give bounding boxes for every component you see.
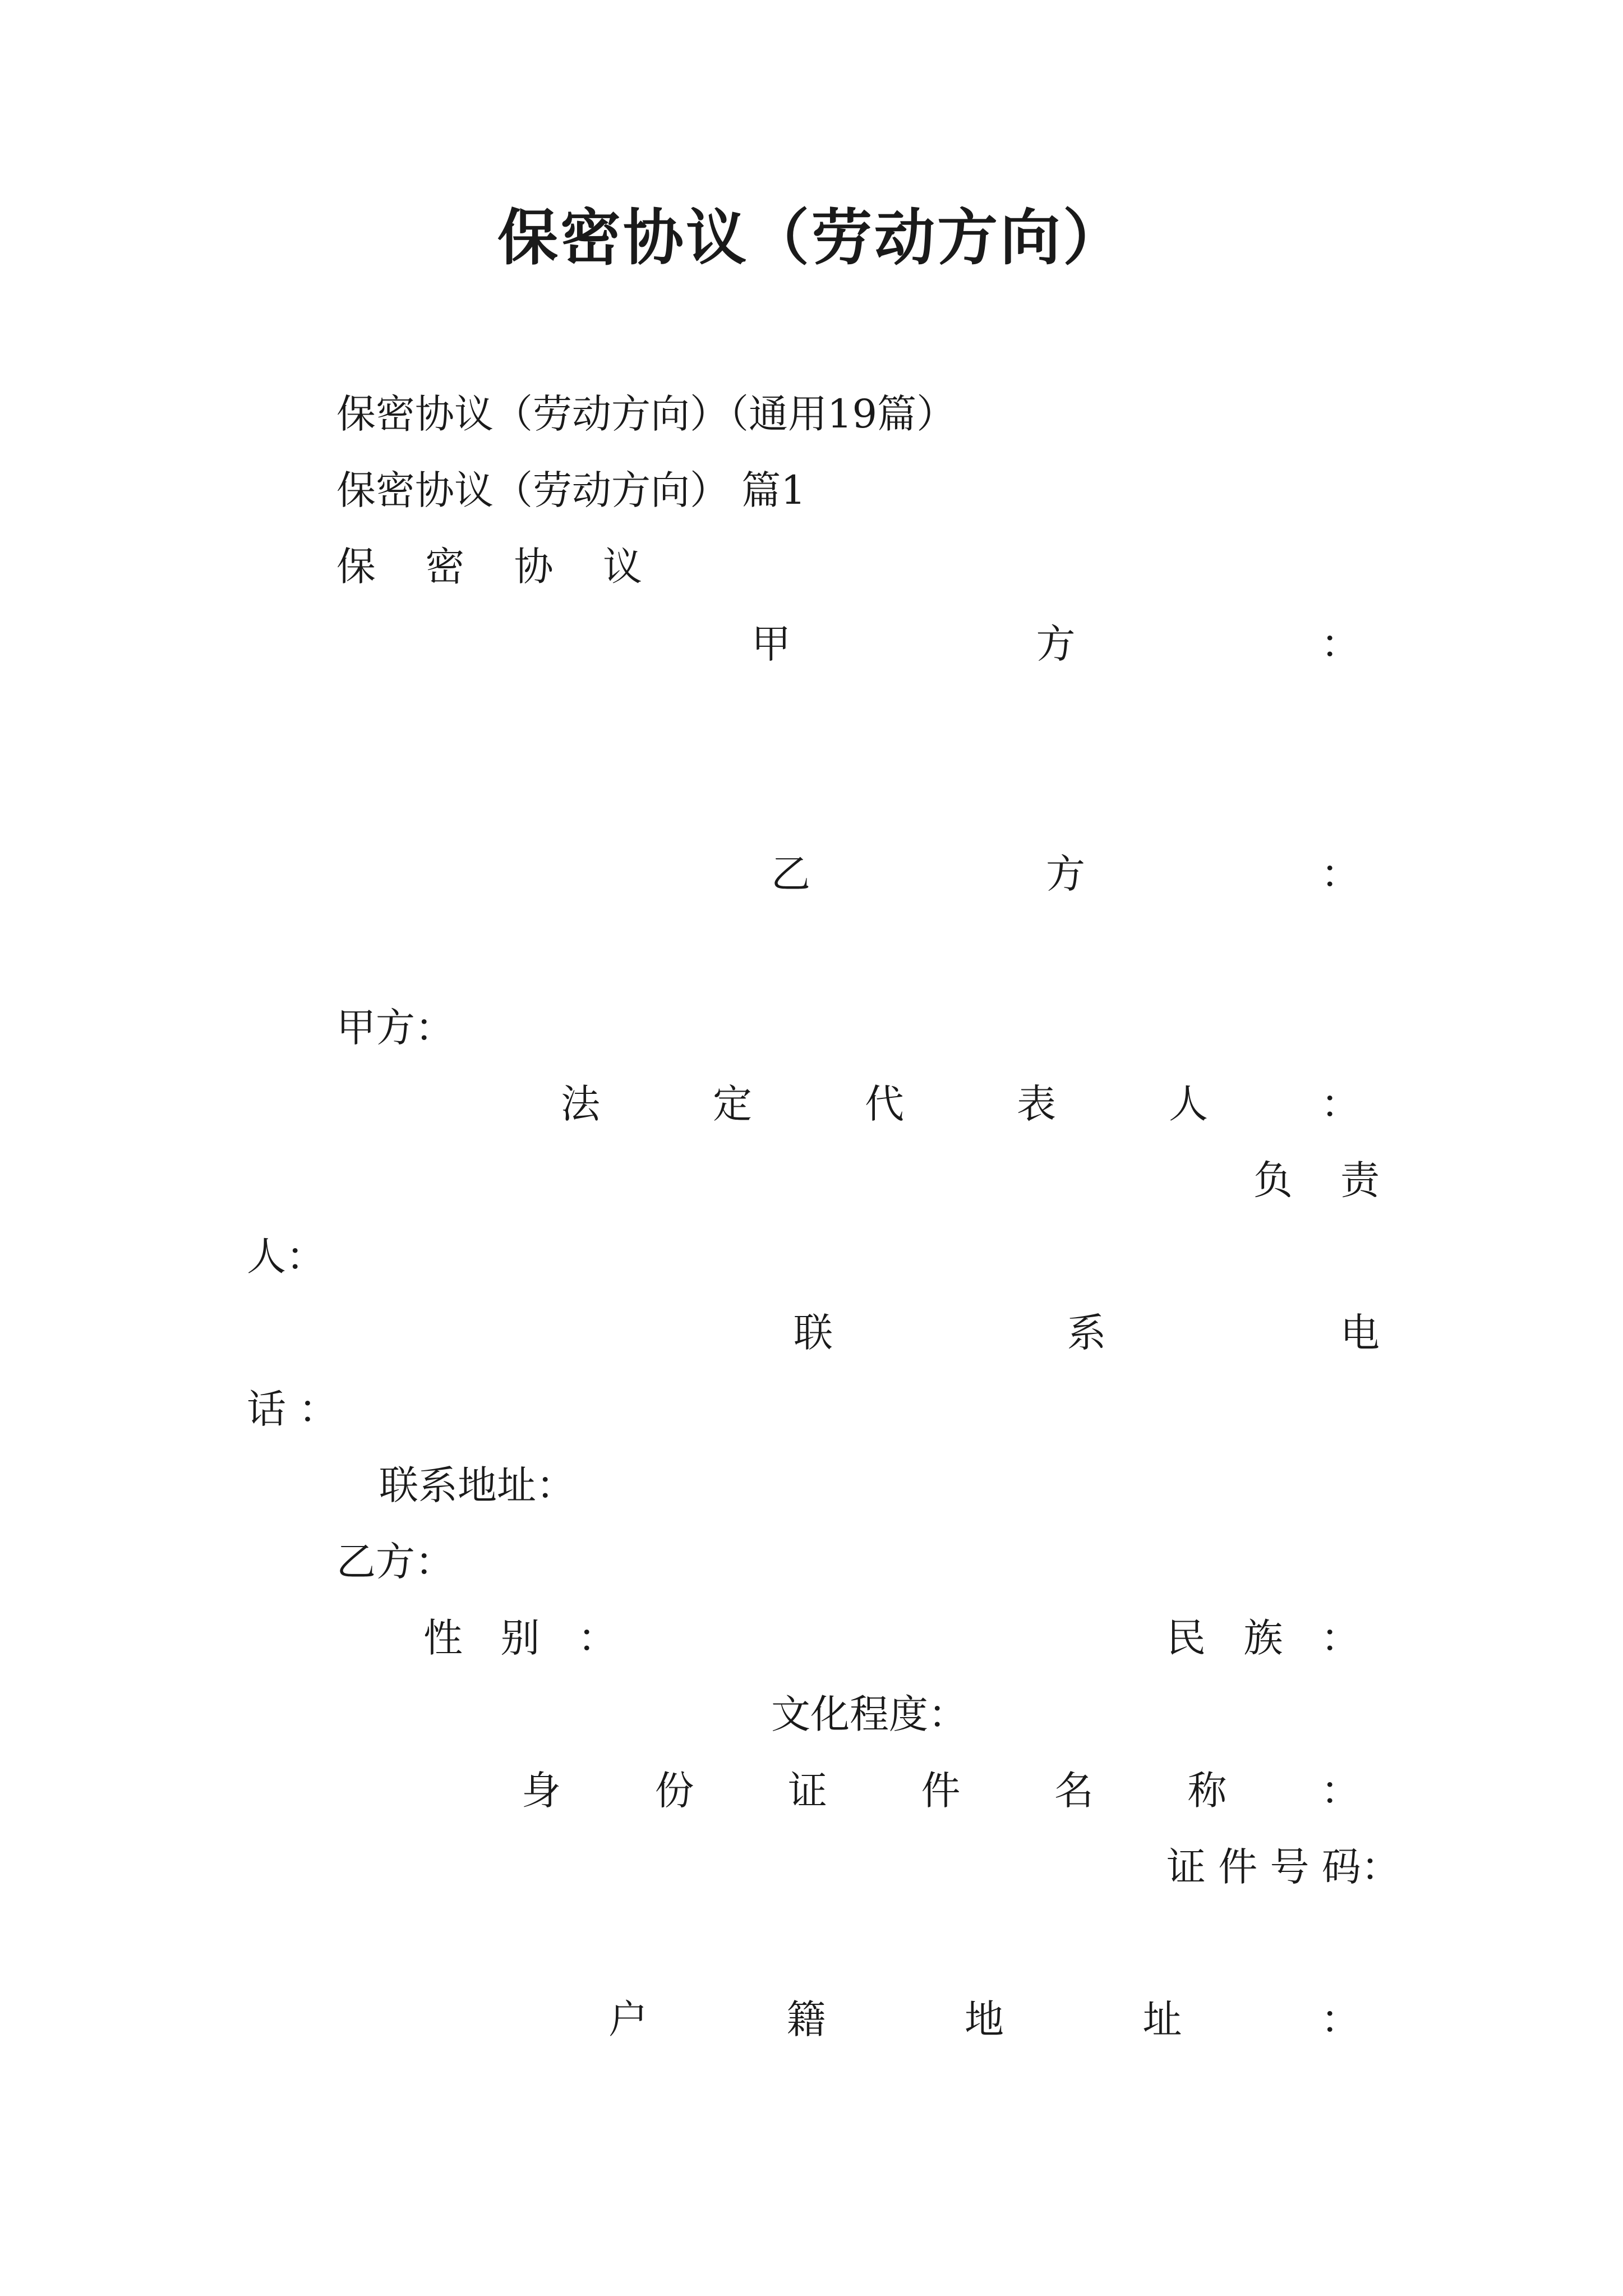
section-heading: 保密协议（劳动方向） 篇1 <box>336 467 806 513</box>
party-b-line <box>771 846 1360 902</box>
responsible-person-bottom: 人： <box>247 1234 325 1280</box>
gender-char: 性 <box>423 1615 463 1661</box>
legal-representative-line <box>561 1076 1360 1132</box>
legal-rep-char: 法 <box>561 1081 600 1127</box>
party-a-colon: ： <box>1321 621 1360 667</box>
agreement-char: 议 <box>602 544 642 590</box>
gender-char: 别 <box>500 1615 540 1661</box>
gender-label <box>423 1610 617 1666</box>
household-char: 籍 <box>786 1996 826 2042</box>
contact-phone-bottom: 话 ： <box>247 1386 338 1432</box>
party-a-heading: 甲方： <box>336 1005 454 1051</box>
household-char: 址 <box>1142 1996 1182 2042</box>
agreement-char: 保 <box>336 544 376 590</box>
legal-rep-colon: ： <box>1321 1081 1360 1127</box>
id-name-char: 件 <box>921 1768 961 1814</box>
education-level: 文化程度： <box>771 1691 967 1737</box>
ethnicity-char: 族 <box>1243 1615 1283 1661</box>
contact-phone-char: 系 <box>1067 1310 1106 1356</box>
id-document-name <box>522 1763 1360 1819</box>
ethnicity-colon: ： <box>1321 1615 1360 1661</box>
id-name-char: 证 <box>788 1768 827 1814</box>
household-address <box>608 1991 1360 2047</box>
contact-address: 联系地址： <box>379 1462 575 1508</box>
id-name-char: 份 <box>654 1768 694 1814</box>
document-title: 保密协议（劳动方向） <box>497 203 1126 273</box>
party-a-char: 甲 <box>751 621 791 667</box>
id-name-char: 名 <box>1054 1768 1094 1814</box>
legal-rep-char: 定 <box>713 1081 752 1127</box>
responsible-char: 责 <box>1340 1157 1380 1203</box>
id-name-char: 称 <box>1187 1768 1227 1814</box>
id-number: 证 件 号 码： <box>1166 1844 1400 1890</box>
agreement-label <box>336 539 642 595</box>
id-name-colon: ： <box>1321 1768 1360 1814</box>
contact-phone-top <box>794 1305 1380 1361</box>
party-b-colon: ： <box>1321 851 1360 897</box>
household-char: 地 <box>965 1996 1004 2042</box>
gender-colon: ： <box>578 1615 617 1661</box>
legal-rep-char: 表 <box>1017 1081 1056 1127</box>
party-a-char: 方 <box>1036 621 1076 667</box>
agreement-char: 协 <box>514 544 554 590</box>
responsible-person-top <box>1253 1152 1380 1208</box>
household-colon: ： <box>1321 1996 1360 2042</box>
household-char: 户 <box>608 1996 648 2042</box>
contact-phone-char: 联 <box>794 1310 833 1356</box>
party-b-char: 方 <box>1046 851 1085 897</box>
legal-rep-char: 代 <box>865 1081 904 1127</box>
contact-phone-char: 电 <box>1340 1310 1380 1356</box>
responsible-char: 负 <box>1253 1157 1293 1203</box>
ethnicity-label <box>1166 1610 1360 1666</box>
agreement-char: 密 <box>425 544 465 590</box>
id-name-char: 身 <box>522 1768 561 1814</box>
party-a-line <box>751 616 1360 672</box>
document-subtitle: 保密协议（劳动方向）（通用19篇） <box>336 391 956 437</box>
ethnicity-char: 民 <box>1166 1615 1206 1661</box>
party-b-char: 乙 <box>771 851 810 897</box>
party-b-heading: 乙方： <box>336 1539 454 1585</box>
legal-rep-char: 人 <box>1169 1081 1208 1127</box>
